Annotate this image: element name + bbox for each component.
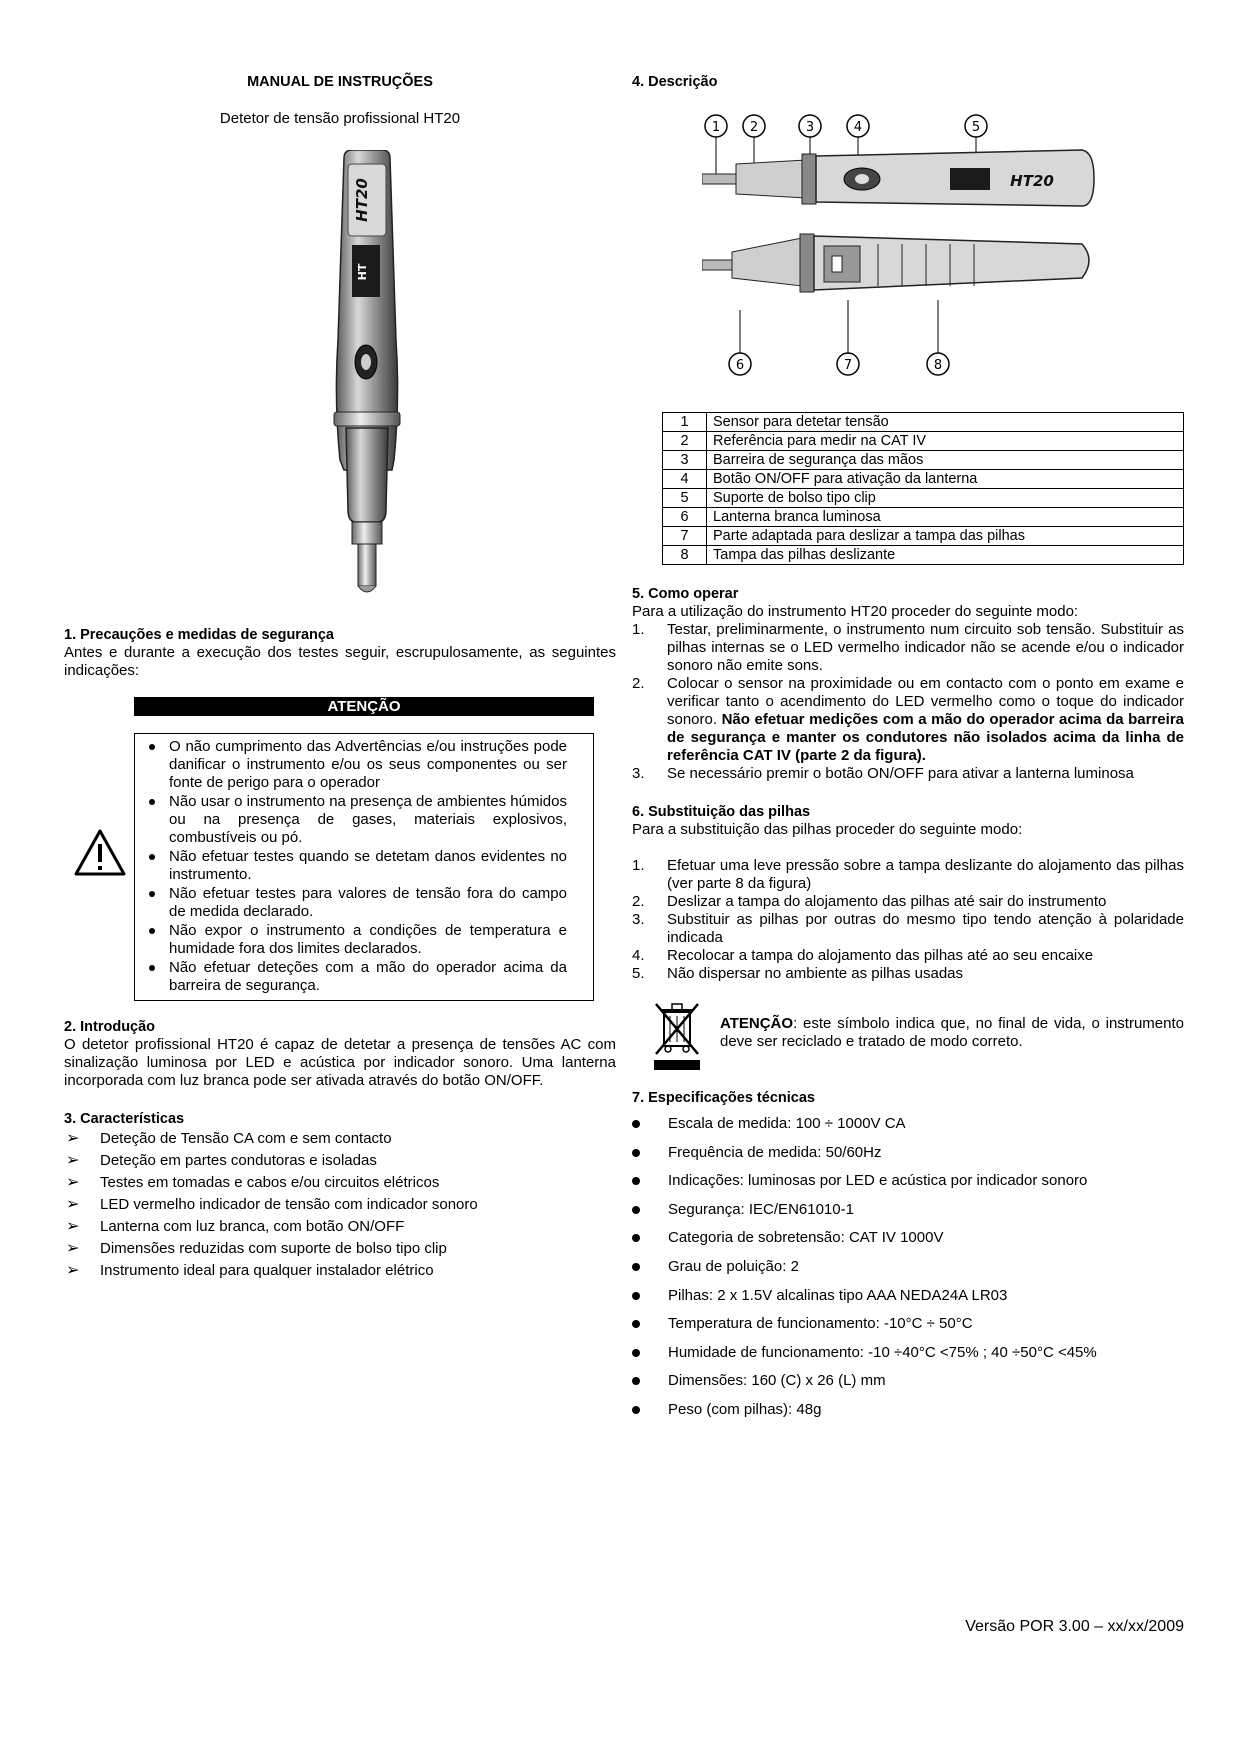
manual-subtitle: Detetor de tensão profissional HT20	[219, 110, 461, 127]
feature-item: ➢ Lanterna com luz branca, com botão ON/OFF	[64, 1216, 616, 1238]
list-item: 4. Recolocar a tampa do alojamento das pilhas até ao seu encaixe	[632, 947, 1094, 964]
table-row: 1 Sensor para detetar tensão	[663, 413, 1184, 432]
operation-steps	[632, 621, 1184, 783]
bullet-icon	[149, 891, 155, 897]
list-item: 1. Efetuar uma leve pressão sobre a tampa deslizante do alojamento das pilhas (ver parte 8 da figura)	[632, 857, 1184, 892]
section-7-heading: 7. Especificações técnicas	[632, 1090, 815, 1106]
callout-8: 8	[933, 358, 943, 373]
bullet-icon	[632, 1177, 640, 1185]
bullet-icon	[632, 1149, 640, 1157]
section-3-heading: 3. Características	[64, 1111, 185, 1127]
weee-bin-icon	[650, 1000, 704, 1072]
arrow-bullet-icon: ➢	[66, 1218, 80, 1235]
spec-item: Pilhas: 2 x 1.5V alcalinas tipo AAA NEDA24A LR03	[632, 1285, 1184, 1314]
arrow-bullet-icon: ➢	[66, 1174, 80, 1191]
bullet-icon	[632, 1263, 640, 1271]
feature-item: ➢ Deteção de Tensão CA com e sem contacto	[64, 1128, 616, 1150]
spec-item: Indicações: luminosas por LED e acústica por indicador sonoro	[632, 1170, 1184, 1199]
bullet-icon	[632, 1349, 640, 1357]
features-list	[64, 1128, 616, 1282]
warning-title-bar: ATENÇÃO	[134, 697, 594, 716]
spec-item: Segurança: IEC/EN61010-1	[632, 1199, 1184, 1228]
section-7	[632, 1089, 1184, 1428]
table-row: 5 Suporte de bolso tipo clip	[663, 489, 1184, 508]
warning-item: Não expor o instrumento a condições de temperatura e humidade fora dos limites declarados.	[139, 922, 567, 958]
section-5	[632, 585, 1184, 783]
bullet-icon	[632, 1320, 640, 1328]
arrow-bullet-icon: ➢	[66, 1130, 80, 1147]
table-row: 3 Barreira de segurança das mãos	[663, 451, 1184, 470]
feature-item: ➢ Deteção em partes condutoras e isoladas	[64, 1150, 616, 1172]
battery-steps	[632, 857, 1184, 983]
callout-4: 4	[853, 120, 863, 135]
arrow-bullet-icon: ➢	[66, 1262, 80, 1279]
section-1-heading: 1. Precauções e medidas de segurança	[64, 627, 334, 643]
callout-3: 3	[805, 120, 815, 135]
section-2-heading: 2. Introdução	[64, 1019, 156, 1035]
warning-item: Não efetuar testes quando se detetam danos evidentes no instrumento.	[139, 848, 567, 884]
list-item: 5. Não dispersar no ambiente as pilhas usadas	[632, 965, 964, 982]
bullet-icon	[632, 1234, 640, 1242]
feature-item: ➢ Instrumento ideal para qualquer instalador elétrico	[64, 1260, 616, 1282]
bullet-icon	[149, 799, 155, 805]
table-row: 6 Lanterna branca luminosa	[663, 508, 1184, 527]
arrow-bullet-icon: ➢	[66, 1240, 80, 1257]
specs-list	[632, 1113, 1184, 1428]
callout-7: 7	[843, 358, 853, 373]
warning-triangle-icon	[73, 828, 127, 878]
bullet-icon	[149, 854, 155, 860]
list-item: 2. Deslizar a tampa do alojamento das pilhas até sair do instrumento	[632, 893, 1107, 910]
spec-item: Grau de poluição: 2	[632, 1256, 1184, 1285]
section-1-intro: Antes e durante a execução dos testes seguir, escrupulosamente, as seguintes indicações:	[64, 644, 616, 679]
section-6-heading: 6. Substituição das pilhas	[632, 804, 811, 820]
arrow-bullet-icon: ➢	[66, 1196, 80, 1213]
callout-6: 6	[735, 358, 745, 373]
table-row: 7 Parte adaptada para deslizar a tampa das pilhas	[663, 527, 1184, 546]
list-item: 3. Se necessário premir o botão ON/OFF para ativar a lanterna luminosa	[632, 765, 1134, 782]
spec-item: Temperatura de funcionamento: -10°C ÷ 50°C	[632, 1313, 1184, 1342]
section-2	[64, 1018, 616, 1090]
section-2-text: O detetor profissional HT20 é capaz de detetar a presença de tensões AC com sinalização luminosa por LED e acústica por indicador sonoro. Uma lanterna incorporada com luz branca pode ser ativada através do botão ON/OFF.	[64, 1036, 616, 1089]
section-6-intro: Para a substituição das pilhas proceder do seguinte modo:	[632, 821, 1023, 838]
feature-item: ➢ LED vermelho indicador de tensão com indicador sonoro	[64, 1194, 616, 1216]
bullet-icon	[632, 1406, 640, 1414]
list-item: 3. Substituir as pilhas por outras do mesmo tipo tendo atenção à polaridade indicada	[632, 911, 1184, 946]
feature-item: ➢ Dimensões reduzidas com suporte de bolso tipo clip	[64, 1238, 616, 1260]
list-item: 2. Colocar o sensor na proximidade ou em contacto com o ponto em exame e verificar tanto o acendimento do LED vermelho como o toque do indicador sonoro. Não efetuar medições com a mão do operador acima da barreira de segurança e manter os condutores não isolados acima da linha de referência CAT IV (parte 2 da figura).	[632, 675, 1184, 764]
spec-item: Frequência de medida: 50/60Hz	[632, 1142, 1184, 1171]
table-row: 8 Tampa das pilhas deslizante	[663, 546, 1184, 565]
device-label-vertical: HT20	[353, 178, 371, 222]
arrow-bullet-icon: ➢	[66, 1152, 80, 1169]
weee-note: ATENÇÃO: este símbolo indica que, no final de vida, o instrumento deve ser reciclado e tratado de modo correto.	[720, 1015, 1184, 1050]
brand-logo: HT	[356, 263, 369, 281]
warning-item: O não cumprimento das Advertências e/ou instruções pode danificar o instrumento e/ou os seus componentes ou ser fonte de perigo para o operador	[139, 738, 567, 792]
warning-item: Não efetuar deteções com a mão do operador acima da barreira de segurança.	[139, 959, 567, 995]
device-vertical-illustration	[304, 150, 434, 610]
warning-box	[134, 733, 594, 1001]
device-label-horizontal: HT20	[1010, 172, 1054, 190]
table-row: 4 Botão ON/OFF para ativação da lanterna	[663, 470, 1184, 489]
spec-item: Humidade de funcionamento: -10 ÷40°C <75% ; 40 ÷50°C <45%	[632, 1342, 1184, 1371]
section-3	[64, 1110, 616, 1282]
bullet-icon	[149, 928, 155, 934]
spec-item: Escala de medida: 100 ÷ 1000V CA	[632, 1113, 1184, 1142]
bullet-icon	[632, 1120, 640, 1128]
warning-item: Não usar o instrumento na presença de ambientes húmidos ou na presença de gases, materiais explosivos, combustíveis ou pó.	[139, 793, 567, 847]
callout-1: 1	[711, 120, 721, 135]
bullet-icon	[632, 1292, 640, 1300]
bullet-icon	[149, 965, 155, 971]
callout-5: 5	[971, 120, 981, 135]
manual-title: MANUAL DE INSTRUÇÕES	[247, 74, 433, 90]
version-footer: Versão POR 3.00 – xx/xx/2009	[965, 1618, 1184, 1635]
bullet-icon	[149, 744, 155, 750]
section-5-intro: Para a utilização do instrumento HT20 proceder do seguinte modo:	[632, 603, 1079, 620]
bullet-icon	[632, 1377, 640, 1385]
section-1	[64, 626, 616, 680]
warning-item: Não efetuar testes para valores de tensão fora do campo de medida declarado.	[139, 885, 567, 921]
table-row: 2 Referência para medir na CAT IV	[663, 432, 1184, 451]
section-5-heading: 5. Como operar	[632, 586, 739, 602]
spec-item: Categoria de sobretensão: CAT IV 1000V	[632, 1227, 1184, 1256]
section-6	[632, 803, 1184, 983]
section-4-heading: 4. Descrição	[632, 74, 718, 90]
device-description-figure	[702, 110, 1172, 380]
spec-item: Dimensões: 160 (C) x 26 (L) mm	[632, 1370, 1184, 1399]
bullet-icon	[632, 1206, 640, 1214]
callout-2: 2	[749, 120, 759, 135]
spec-item: Peso (com pilhas): 48g	[632, 1399, 1184, 1428]
warning-list	[135, 734, 593, 995]
feature-item: ➢ Testes em tomadas e cabos e/ou circuitos elétricos	[64, 1172, 616, 1194]
parts-table	[662, 412, 1184, 565]
list-item: 1. Testar, preliminarmente, o instrumento num circuito sob tensão. Substituir as pilhas internas se o LED vermelho indicador não se acende e/ou o indicador sonoro não emite sons.	[632, 621, 1184, 674]
